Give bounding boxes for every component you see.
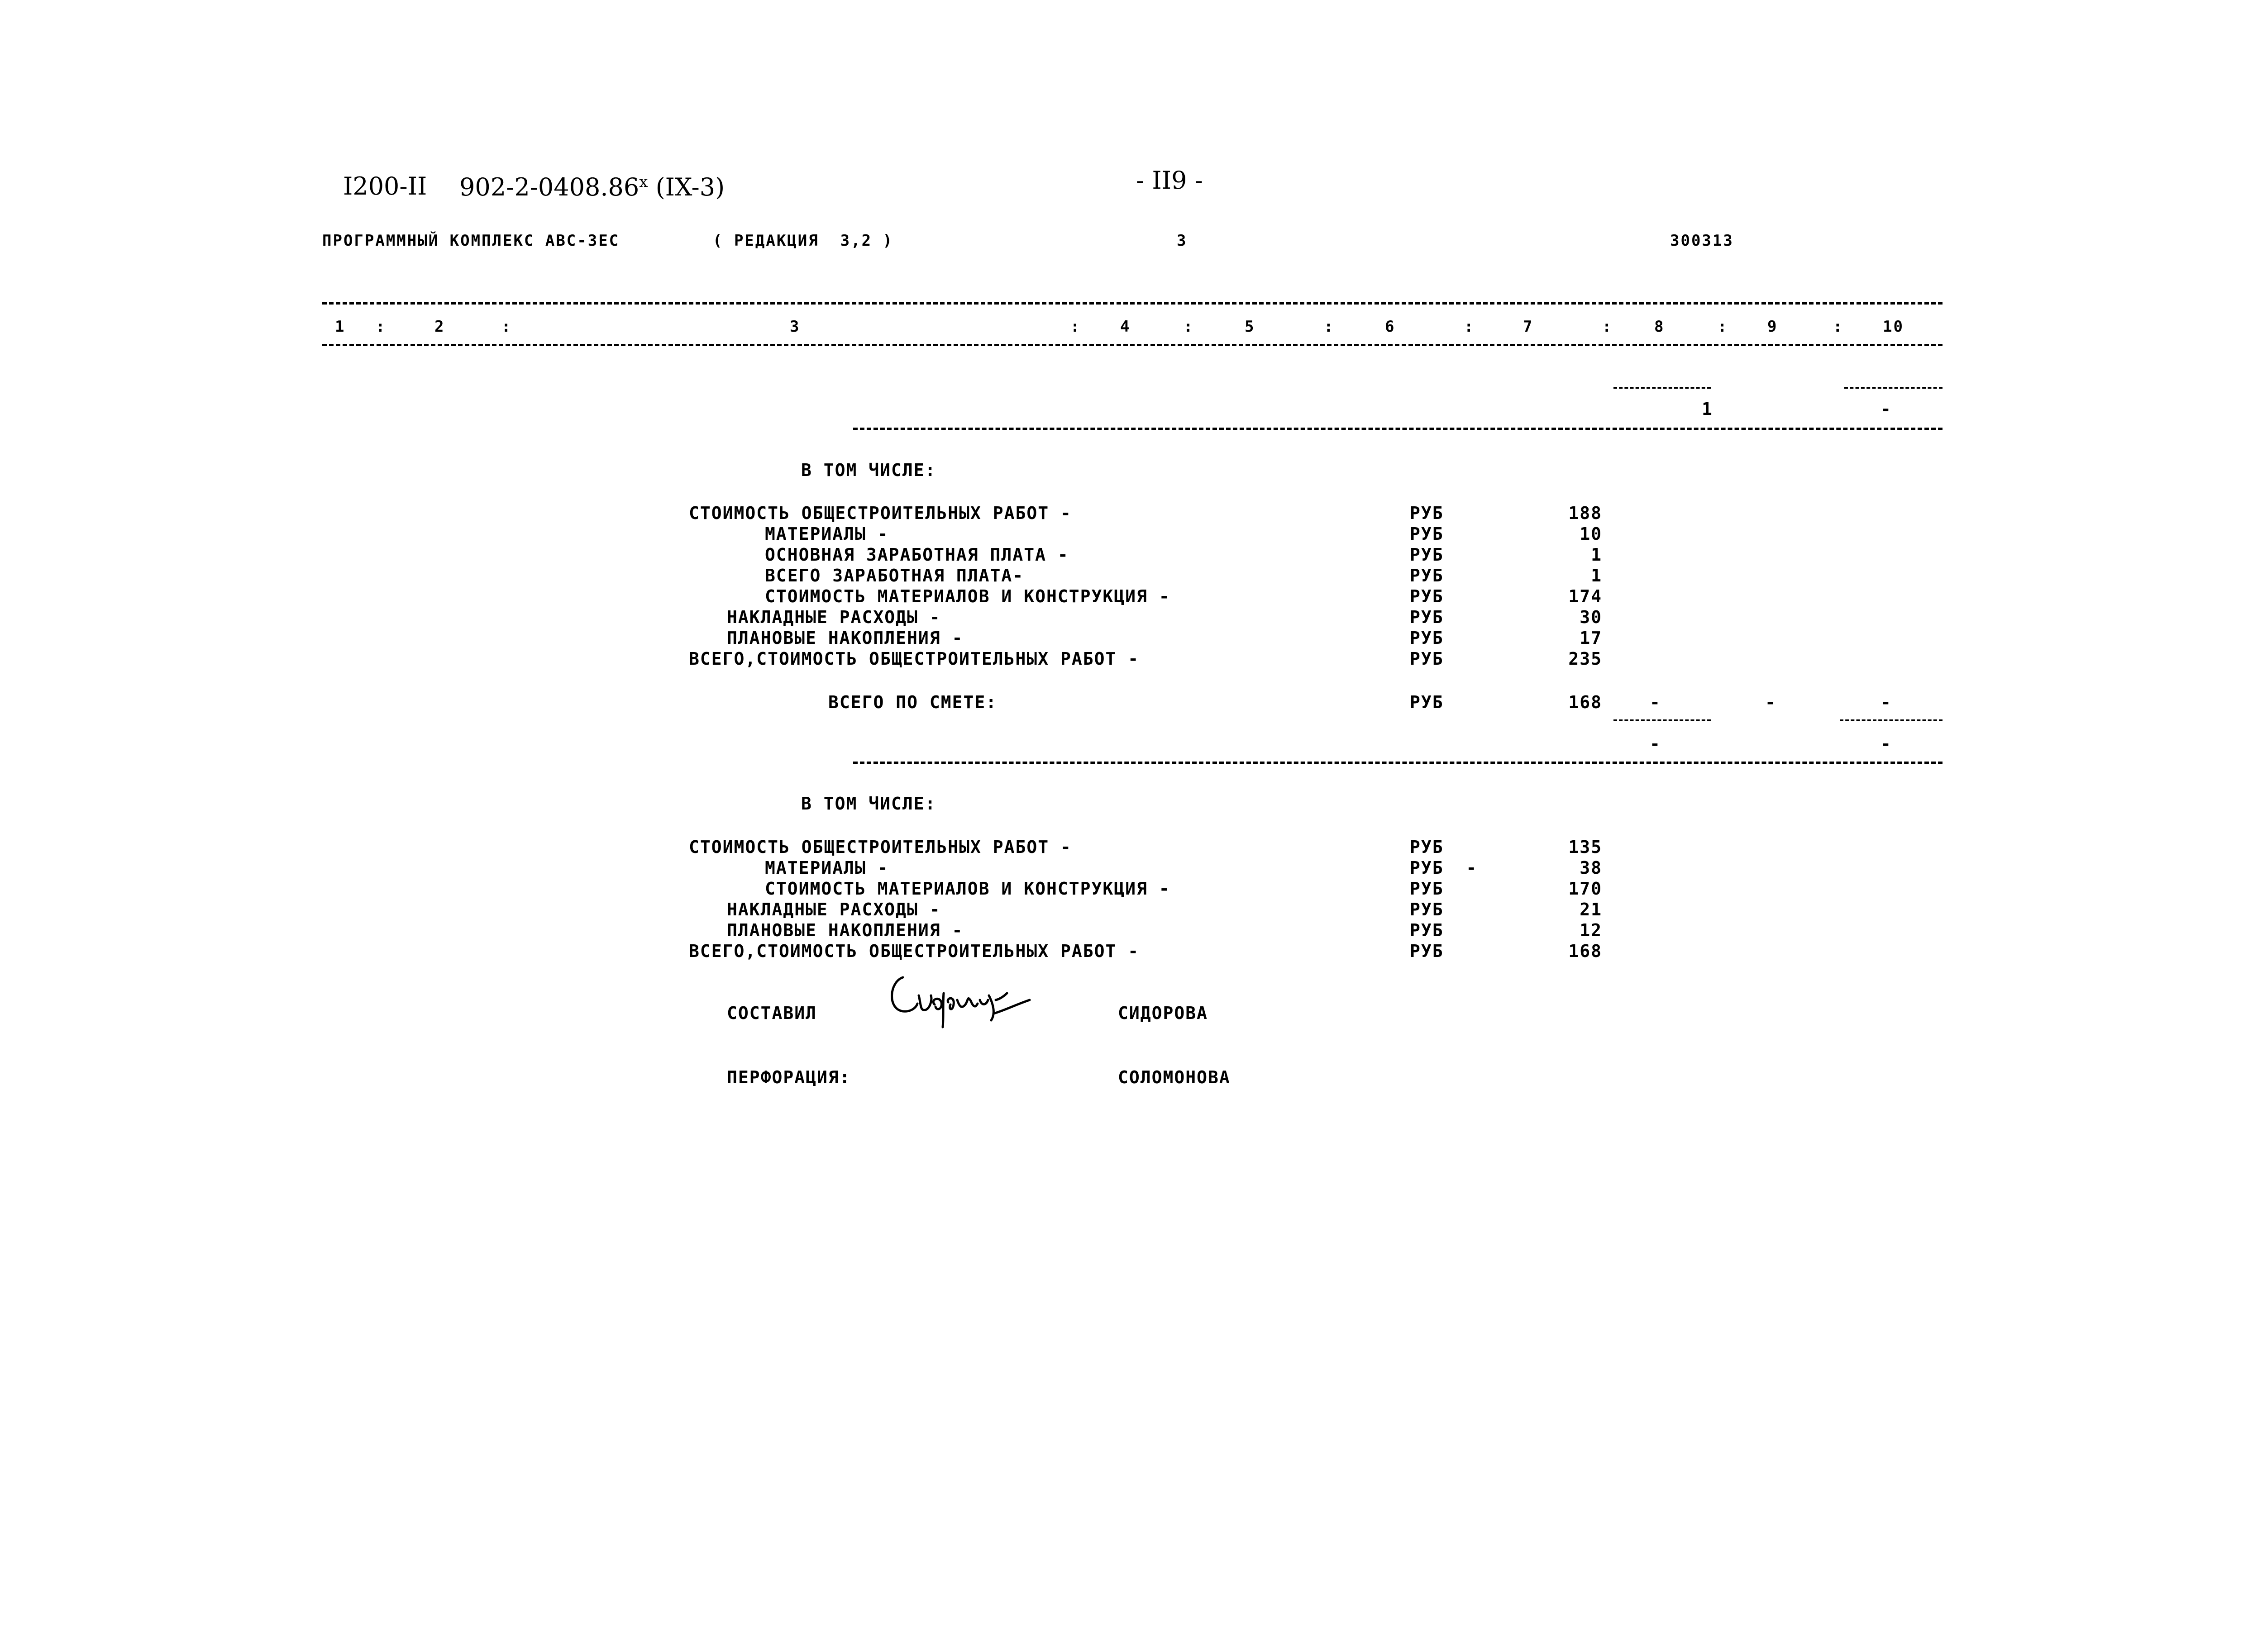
block1-row-value: 30 (1580, 607, 1602, 627)
total-col8: - (1650, 692, 1661, 712)
block1-row-label: СТОИМОСТЬ ОБЩЕСТРОИТЕЛЬНЫХ РАБОТ - (689, 503, 1072, 523)
block1-row-value: 1 (1591, 545, 1602, 565)
block1-row-value: 10 (1580, 524, 1602, 544)
column-number-8: 8 (1654, 318, 1665, 336)
total-col8-rule (1613, 719, 1711, 721)
column-separator: : (1833, 318, 1844, 336)
column-number-9: 9 (1767, 318, 1778, 336)
perforation-label: ПЕРФОРАЦИЯ: (727, 1067, 851, 1087)
total-value: 168 (1568, 692, 1602, 712)
block2-row-label: СТОИМОСТЬ ОБЩЕСТРОИТЕЛЬНЫХ РАБОТ - (689, 837, 1072, 857)
project-code-suffix: (IX-3) (655, 173, 725, 201)
block1-row-unit: РУБ (1410, 524, 1444, 544)
column-number-6: 6 (1385, 318, 1396, 336)
column-separator: : (1324, 318, 1335, 336)
compiled-name: СИДОРОВА (1118, 1003, 1208, 1023)
program-revision: ( РЕДАКЦИЯ 3,2 ) (713, 232, 893, 250)
column-number-4: 4 (1120, 318, 1131, 336)
header-rule-bottom (322, 344, 1943, 346)
total-col10: - (1880, 692, 1892, 712)
column-separator: : (1184, 318, 1194, 336)
col8-value: 1 (1702, 399, 1713, 419)
header-rule-top (322, 302, 1943, 305)
signature (885, 968, 1039, 1036)
block1-row-label: ВСЕГО,СТОИМОСТЬ ОБЩЕСТРОИТЕЛЬНЫХ РАБОТ - (689, 649, 1140, 669)
block1-row-unit: РУБ (1410, 566, 1444, 586)
block2-row-unit: РУБ (1410, 941, 1444, 961)
block1-row-unit: РУБ (1410, 649, 1444, 669)
block2-row-label: СТОИМОСТЬ МАТЕРИАЛОВ И КОНСТРУКЦИЯ - (765, 879, 1170, 899)
block1-row-unit: РУБ (1410, 503, 1444, 523)
block2-row-label: НАКЛАДНЫЕ РАСХОДЫ - (727, 900, 941, 919)
block1-row-unit: РУБ (1410, 628, 1444, 648)
column-separator: : (376, 318, 387, 336)
block2-row-value: 168 (1568, 941, 1602, 961)
block1-row-value: 17 (1580, 628, 1602, 648)
block1-row-label: ОСНОВНАЯ ЗАРАБОТНАЯ ПЛАТА - (765, 545, 1069, 565)
block2-row-unit: РУБ - (1410, 858, 1478, 878)
project-code-mark: x (639, 173, 648, 191)
block1-row-label: ПЛАНОВЫЕ НАКОПЛЕНИЯ - (727, 628, 964, 648)
col10-short-rule (1844, 387, 1943, 389)
block1-row-value: 1 (1591, 566, 1602, 586)
block2-row-value: 135 (1568, 837, 1602, 857)
total-label: ВСЕГО ПО СМЕТЕ: (828, 692, 998, 712)
project-code (459, 174, 725, 200)
program-name: ПРОГРАММНЫЙ КОМПЛЕКС АВС-3ЕС (322, 232, 620, 250)
block2-row-label: МАТЕРИАЛЫ - (765, 858, 889, 878)
block1-row-label: СТОИМОСТЬ МАТЕРИАЛОВ И КОНСТРУКЦИЯ - (765, 586, 1170, 606)
block2-row-value: 38 (1580, 858, 1602, 878)
block1-heading: В ТОМ ЧИСЛЕ: (801, 460, 936, 480)
total-unit: РУБ (1410, 692, 1444, 712)
block2-heading: В ТОМ ЧИСЛЕ: (801, 794, 936, 814)
block2-row-label: ВСЕГО,СТОИМОСТЬ ОБЩЕСТРОИТЕЛЬНЫХ РАБОТ - (689, 941, 1140, 961)
block1-row-unit: РУБ (1410, 545, 1444, 565)
doc-code: I200-II (343, 172, 427, 200)
column-separator: : (1464, 318, 1475, 336)
col10-value: - (1880, 399, 1892, 419)
block2-row-unit: РУБ (1410, 837, 1444, 857)
total-col10-rule (1840, 719, 1943, 721)
column-separator: : (1602, 318, 1613, 336)
total-col10-below: - (1880, 734, 1892, 754)
document-code: 300313 (1670, 232, 1734, 250)
project-code-number: 902-2-0408.86 (459, 173, 640, 201)
total-col8-below: - (1650, 734, 1661, 754)
block1-row-value: 235 (1568, 649, 1602, 669)
block2-row-value: 170 (1568, 879, 1602, 899)
column-number-7: 7 (1523, 318, 1534, 336)
col8-short-rule (1613, 387, 1711, 389)
block2-row-value: 12 (1580, 920, 1602, 940)
block1-row-value: 174 (1568, 586, 1602, 606)
block1-rule (853, 428, 1943, 430)
block2-row-unit: РУБ (1410, 920, 1444, 940)
column-separator: : (501, 318, 512, 336)
column-separator: : (1070, 318, 1081, 336)
column-number-1: 1 (335, 318, 346, 336)
block1-row-label: ВСЕГО ЗАРАБОТНАЯ ПЛАТА- (765, 566, 1024, 586)
column-number-10: 10 (1883, 318, 1904, 336)
sheet-number: 3 (1177, 232, 1188, 250)
block1-row-value: 188 (1568, 503, 1602, 523)
block1-row-unit: РУБ (1410, 586, 1444, 606)
block1-row-label: НАКЛАДНЫЕ РАСХОДЫ - (727, 607, 941, 627)
column-separator: : (1718, 318, 1728, 336)
column-number-2: 2 (434, 318, 445, 336)
block1-row-unit: РУБ (1410, 607, 1444, 627)
page-number: - II9 - (1136, 166, 1203, 195)
block1-row-label: МАТЕРИАЛЫ - (765, 524, 889, 544)
perforation-name: СОЛОМОНОВА (1118, 1067, 1231, 1087)
compiled-label: СОСТАВИЛ (727, 1003, 817, 1023)
block2-rule (853, 762, 1943, 764)
total-col9: - (1765, 692, 1776, 712)
block2-row-label: ПЛАНОВЫЕ НАКОПЛЕНИЯ - (727, 920, 964, 940)
block2-row-unit: РУБ (1410, 900, 1444, 919)
block2-row-unit: РУБ (1410, 879, 1444, 899)
block2-row-value: 21 (1580, 900, 1602, 919)
column-number-5: 5 (1245, 318, 1255, 336)
column-number-3: 3 (790, 318, 801, 336)
